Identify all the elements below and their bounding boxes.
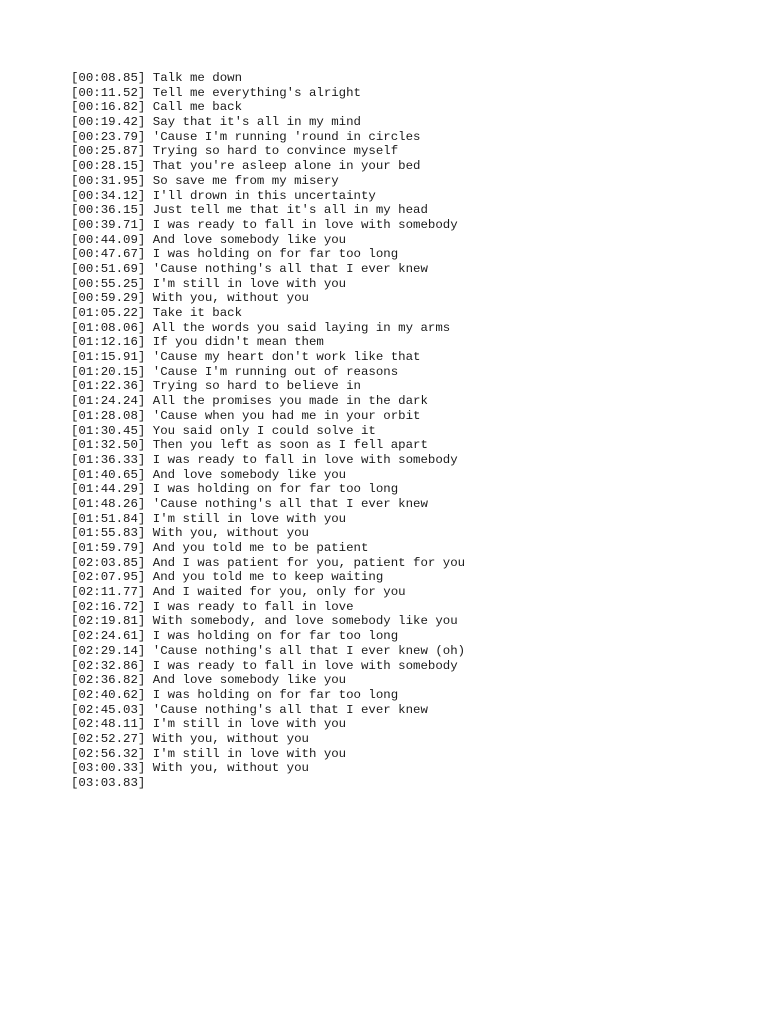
lyric-text: Just tell me that it's all in my head — [152, 203, 428, 218]
lyric-text: I'll drown in this uncertainty — [152, 188, 376, 203]
lyric-line — [71, 512, 465, 527]
lyric-line — [71, 526, 465, 541]
lyric-line — [71, 379, 465, 394]
timestamp: [00:31.95] — [71, 173, 146, 188]
timestamp: [02:29.14] — [71, 643, 146, 658]
lyric-text: I was ready to fall in love with somebody — [152, 217, 458, 232]
lyric-text: I was ready to fall in love with somebody — [152, 658, 458, 673]
timestamp: [01:55.83] — [71, 526, 146, 541]
lyric-text: Talk me down — [152, 71, 243, 85]
timestamp: [00:08.85] — [71, 71, 146, 85]
lyric-line — [71, 482, 465, 497]
lyric-text: 'Cause my heart don't work like that — [152, 350, 421, 365]
timestamp: [01:48.26] — [71, 496, 146, 511]
timestamp: [01:44.29] — [71, 482, 146, 497]
lyric-line — [71, 233, 465, 248]
lyric-text: I was ready to fall in love with somebody — [152, 452, 458, 467]
timestamp: [01:59.79] — [71, 541, 146, 555]
lyric-line — [71, 262, 465, 277]
timestamp: [00:23.79] — [71, 129, 146, 144]
timestamp: [02:24.61] — [71, 629, 146, 644]
timestamp: [00:34.12] — [71, 188, 146, 203]
lyric-line — [71, 174, 465, 189]
lyric-line — [71, 115, 465, 130]
lyric-text: Tell me everything's alright — [152, 85, 361, 100]
lyric-line — [71, 247, 465, 262]
timestamp: [01:30.45] — [71, 423, 146, 438]
lyric-line — [71, 291, 465, 306]
lyric-line — [71, 335, 465, 350]
timestamp: [02:19.81] — [71, 614, 146, 629]
lyric-text: I'm still in love with you — [152, 511, 347, 526]
timestamp: [00:28.15] — [71, 159, 146, 174]
lyric-line — [71, 409, 465, 424]
lyric-line — [71, 144, 465, 159]
lyric-line — [71, 776, 465, 791]
lyric-line — [71, 203, 465, 218]
lyric-line — [71, 688, 465, 703]
lyric-line — [71, 673, 465, 688]
lyric-text: And love somebody like you — [152, 232, 347, 247]
lyric-line — [71, 438, 465, 453]
timestamp: [01:08.06] — [71, 320, 146, 335]
lyric-line — [71, 365, 465, 380]
lyric-text: And you told me to keep waiting — [152, 570, 384, 585]
lyric-line — [71, 424, 465, 439]
timestamp: [02:45.03] — [71, 702, 146, 717]
lyric-text: I was ready to fall in love — [152, 599, 354, 614]
timestamp: [00:44.09] — [71, 232, 146, 247]
timestamp: [01:28.08] — [71, 408, 146, 423]
timestamp: [00:51.69] — [71, 261, 146, 276]
lyric-text: 'Cause nothing's all that I ever knew — [152, 702, 428, 717]
lyric-text: All the words you said laying in my arms — [152, 320, 451, 335]
lyric-text: I was holding on for far too long — [152, 247, 399, 262]
lyric-line — [71, 747, 465, 762]
lyric-text: I was holding on for far too long — [152, 629, 399, 644]
lyric-text: And I was patient for you, patient for you — [152, 555, 466, 570]
lyric-line — [71, 130, 465, 145]
lyric-text: With you, without you — [152, 291, 309, 306]
lyric-text: I was holding on for far too long — [152, 687, 399, 702]
timestamp: [00:39.71] — [71, 217, 146, 232]
timestamp: [02:16.72] — [71, 599, 146, 614]
timestamp: [03:03.83] — [71, 776, 146, 790]
lyric-line — [71, 732, 465, 747]
lyric-line — [71, 717, 465, 732]
lyric-line — [71, 570, 465, 585]
lyric-line — [71, 497, 465, 512]
lyric-line — [71, 350, 465, 365]
lyric-text: I'm still in love with you — [152, 746, 347, 761]
timestamp: [02:32.86] — [71, 658, 146, 673]
lyric-text: And you told me to be patient — [152, 541, 369, 555]
timestamp: [03:00.33] — [71, 761, 146, 776]
lyric-line — [71, 453, 465, 468]
lyric-line — [71, 159, 465, 174]
lyric-text: You said only I could solve it — [152, 423, 376, 438]
timestamp: [01:15.91] — [71, 350, 146, 365]
timestamp: [02:03.85] — [71, 555, 146, 570]
timestamp: [02:11.77] — [71, 585, 146, 600]
timestamp: [01:20.15] — [71, 364, 146, 379]
timestamp: [00:36.15] — [71, 203, 146, 218]
timestamp: [01:40.65] — [71, 467, 146, 482]
lyric-line — [71, 321, 465, 336]
lyric-line — [71, 468, 465, 483]
lyric-text: And love somebody like you — [152, 467, 347, 482]
lyric-text: With somebody, and love somebody like you — [152, 614, 458, 629]
lyric-line — [71, 600, 465, 615]
lyric-line — [71, 541, 465, 556]
timestamp: [01:24.24] — [71, 394, 146, 409]
lyric-line — [71, 644, 465, 659]
lyric-text: Call me back — [152, 100, 243, 115]
timestamp: [02:36.82] — [71, 673, 146, 688]
lyric-text: Trying so hard to convince myself — [152, 144, 399, 159]
lyric-text: 'Cause nothing's all that I ever knew — [152, 496, 428, 511]
lyric-text: Say that it's all in my mind — [152, 115, 361, 130]
lyric-line — [71, 218, 465, 233]
lyric-text: 'Cause nothing's all that I ever knew (oh) — [152, 643, 466, 658]
lyric-line — [71, 659, 465, 674]
lyric-text: Trying so hard to believe in — [152, 379, 361, 394]
lyric-text: 'Cause I'm running 'round in circles — [152, 129, 421, 144]
timestamp: [01:05.22] — [71, 306, 146, 320]
lyric-text: Then you left as soon as I fell apart — [152, 438, 428, 453]
timestamp: [02:52.27] — [71, 731, 146, 746]
timestamp: [01:22.36] — [71, 379, 146, 394]
lyrics-document — [71, 71, 465, 791]
lyric-line — [71, 761, 465, 776]
timestamp: [02:40.62] — [71, 687, 146, 702]
lyric-line — [71, 277, 465, 292]
timestamp: [00:11.52] — [71, 85, 146, 100]
timestamp: [01:12.16] — [71, 335, 146, 350]
lyric-text: Take it back — [152, 306, 243, 320]
timestamp: [00:16.82] — [71, 100, 146, 115]
lyric-line — [71, 614, 465, 629]
lyric-line — [71, 394, 465, 409]
lyric-text: 'Cause when you had me in your orbit — [152, 408, 421, 423]
timestamp: [02:07.95] — [71, 570, 146, 585]
lyric-line — [71, 629, 465, 644]
lyric-text: With you, without you — [152, 526, 309, 541]
lyric-line — [71, 71, 465, 86]
timestamp: [00:19.42] — [71, 115, 146, 130]
lyric-text: And I waited for you, only for you — [152, 585, 406, 600]
lyric-line — [71, 86, 465, 101]
lyric-text: With you, without you — [152, 761, 309, 776]
lyric-text: If you didn't mean them — [152, 335, 324, 350]
timestamp: [01:51.84] — [71, 511, 146, 526]
lyric-text: That you're asleep alone in your bed — [152, 159, 421, 174]
lyric-text: So save me from my misery — [152, 173, 339, 188]
lyric-line — [71, 556, 465, 571]
lyric-text: I'm still in love with you — [152, 717, 347, 732]
lyric-line — [71, 100, 465, 115]
timestamp: [02:48.11] — [71, 717, 146, 732]
timestamp: [01:36.33] — [71, 452, 146, 467]
lyric-text: 'Cause nothing's all that I ever knew — [152, 261, 428, 276]
lyric-line — [71, 189, 465, 204]
lyric-line — [71, 306, 465, 321]
lyric-text: With you, without you — [152, 731, 309, 746]
lyric-text: 'Cause I'm running out of reasons — [152, 364, 399, 379]
timestamp: [00:47.67] — [71, 247, 146, 262]
lyric-line — [71, 585, 465, 600]
timestamp: [00:59.29] — [71, 291, 146, 306]
timestamp: [01:32.50] — [71, 438, 146, 453]
lyric-text: I was holding on for far too long — [152, 482, 399, 497]
lyric-line — [71, 703, 465, 718]
lyric-text: And love somebody like you — [152, 673, 347, 688]
lyric-text: I'm still in love with you — [152, 276, 347, 291]
timestamp: [02:56.32] — [71, 746, 146, 761]
timestamp: [00:55.25] — [71, 276, 146, 291]
timestamp: [00:25.87] — [71, 144, 146, 159]
lyric-text: All the promises you made in the dark — [152, 394, 428, 409]
